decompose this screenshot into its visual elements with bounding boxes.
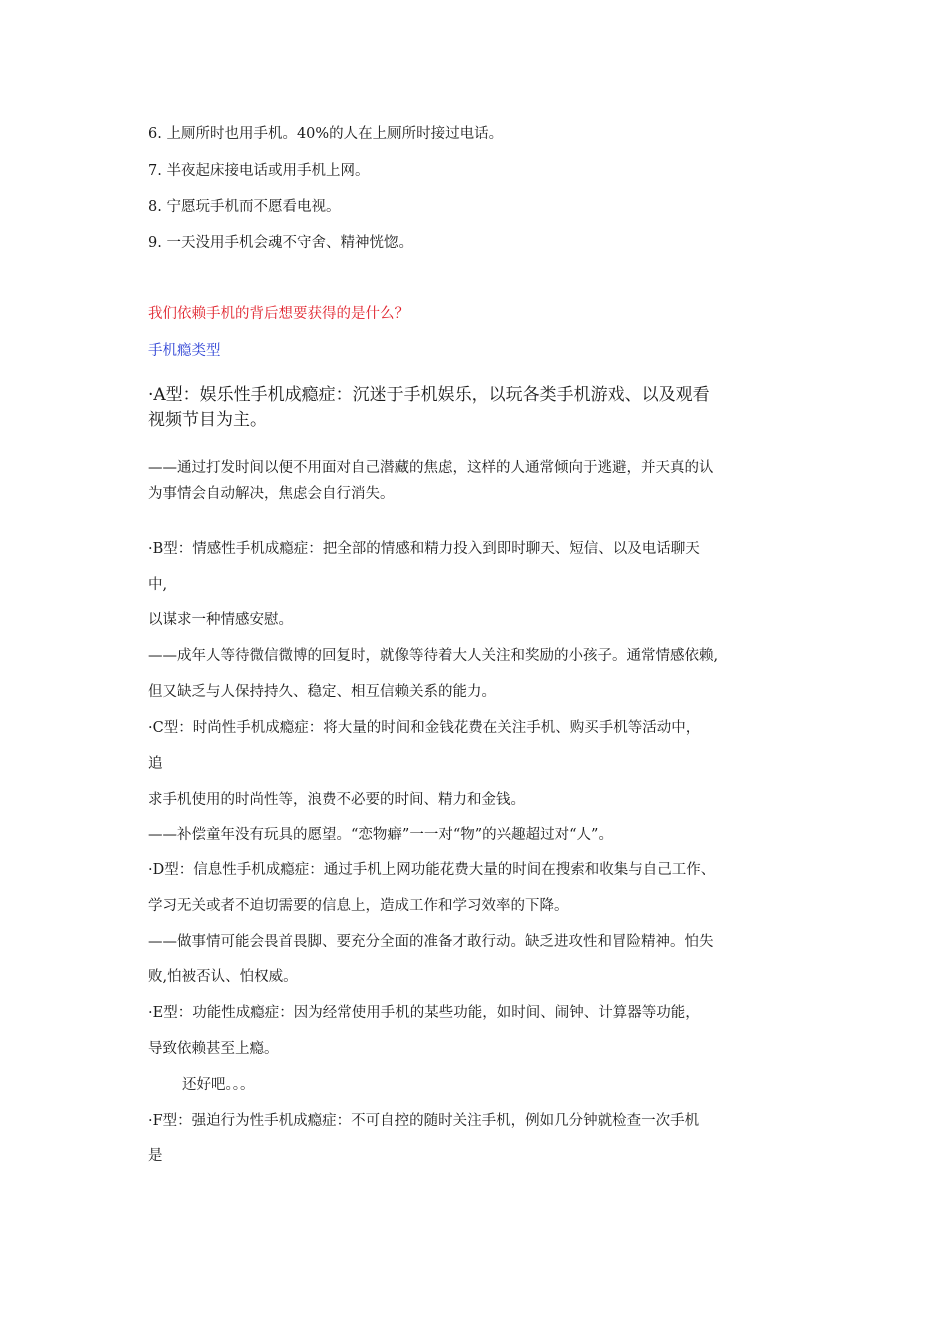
type-e-line-1: ·E型：功能性成瘾症：因为经常使用手机的某些功能，如时间、闹钟、计算器等功能， xyxy=(148,1005,700,1021)
type-d-line-1: ·D型：信息性手机成瘾症：通过手机上网功能花费大量的时间在搜索和收集与自己工作、 xyxy=(148,862,716,878)
type-c-line-2: 追 xyxy=(148,756,163,772)
list-item-6: 6. 上厕所时也用手机。40%的人在上厕所时接过电话。 xyxy=(148,126,504,142)
type-b-line-1: ·B型：情感性手机成瘾症：把全部的情感和精力投入到即时聊天、短信、以及电话聊天 xyxy=(148,541,700,557)
list-item-7: 7. 半夜起床接电话或用手机上网。 xyxy=(148,163,370,179)
heading-types: 手机瘾类型 xyxy=(148,343,221,359)
type-e-note-1: 还好吧。。。 xyxy=(182,1077,255,1093)
type-a-line-1: ·A型：娱乐性手机成瘾症：沉迷于手机娱乐，以玩各类手机游戏、以及观看 xyxy=(148,385,710,405)
type-e-line-2: 导致依赖甚至上瘾。 xyxy=(148,1041,279,1057)
type-b-note-2: 但又缺乏与人保持持久、稳定、相互信赖关系的能力。 xyxy=(148,684,496,700)
type-b-line-2: 中, xyxy=(148,577,168,593)
type-a-note-1: ——通过打发时间以便不用面对自己潜藏的焦虑，这样的人通常倾向于逃避，并天真的认 xyxy=(148,460,714,476)
list-item-8: 8. 宁愿玩手机而不愿看电视。 xyxy=(148,199,341,215)
type-d-note-2: 败,怕被否认、怕权威。 xyxy=(148,969,298,985)
type-c-note-1: ——补偿童年没有玩具的愿望。“恋物癖”一一对“物”的兴趣超过对“人”。 xyxy=(148,827,613,843)
type-d-note-1: ——做事情可能会畏首畏脚、要充分全面的准备才敢行动。缺乏进攻性和冒险精神。怕失 xyxy=(148,934,714,950)
type-a-line-2: 视频节目为主。 xyxy=(148,410,267,430)
type-a-note-2: 为事情会自动解决，焦虑会自行消失。 xyxy=(148,486,395,502)
type-f-line-2: 是 xyxy=(148,1148,163,1164)
type-b-note-1: ——成年人等待微信微博的回复时，就像等待着大人关注和奖励的小孩子。通常情感依赖, xyxy=(148,648,719,664)
type-c-line-3: 求手机使用的时尚性等，浪费不必要的时间、精力和金钱。 xyxy=(148,792,525,808)
type-b-line-3: 以谋求一种情感安慰。 xyxy=(148,612,293,628)
heading-question: 我们依赖手机的背后想要获得的是什么？ xyxy=(148,306,409,322)
type-c-line-1: ·C型：时尚性手机成瘾症：将大量的时间和金钱花费在关注手机、购买手机等活动中， xyxy=(148,720,701,736)
type-d-line-2: 学习无关或者不迫切需要的信息上，造成工作和学习效率的下降。 xyxy=(148,898,569,914)
type-f-line-1: ·F型：强迫行为性手机成瘾症：不可自控的随时关注手机，例如几分钟就检查一次手机 xyxy=(148,1113,700,1129)
list-item-9: 9. 一天没用手机会魂不守舍、精神恍惚。 xyxy=(148,235,413,251)
